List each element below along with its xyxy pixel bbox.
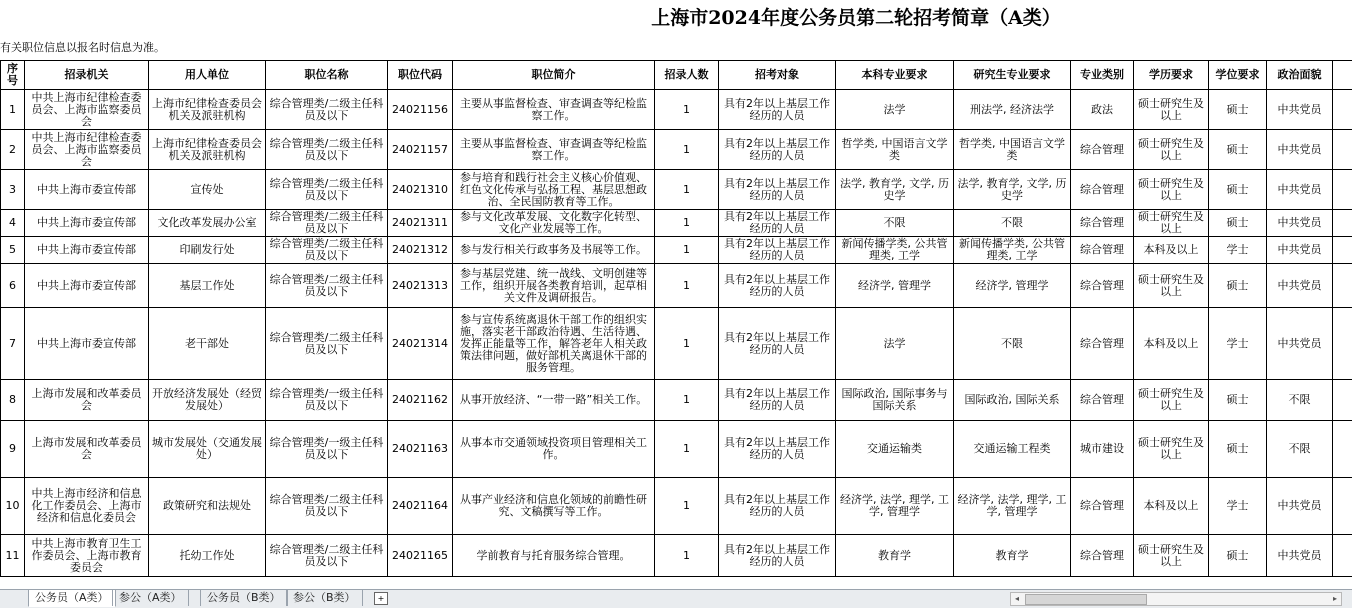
table-cell[interactable]: 中共上海市纪律检查委员会、上海市监察委员会 [25, 130, 149, 170]
column-header[interactable]: 本科专业要求 [836, 61, 954, 90]
table-cell[interactable]: 硕士研究生及以上 [1134, 90, 1209, 130]
table-cell[interactable]: 1 [655, 264, 719, 308]
table-cell[interactable]: 经济学, 管理学 [836, 264, 954, 308]
scroll-left-icon[interactable]: ◂ [1011, 593, 1023, 605]
table-cell[interactable]: 综合管理类/二级主任科员及以下 [266, 264, 388, 308]
table-cell[interactable]: 上海市纪律检查委员会机关及派驻机构 [149, 90, 266, 130]
table-cell[interactable]: 硕士研究生及以上 [1134, 210, 1209, 237]
table-cell[interactable]: 9 [1, 421, 25, 478]
table-cell[interactable]: 法学, 教育学, 文学, 历史学 [954, 170, 1071, 210]
spreadsheet-grid[interactable] [0, 60, 1352, 577]
table-cell[interactable]: 硕士 [1209, 210, 1267, 237]
table-cell[interactable]: 2 [1, 130, 25, 170]
table-cell[interactable]: 硕士研究生及以上 [1134, 170, 1209, 210]
table-cell[interactable]: 综合管理 [1071, 535, 1134, 577]
table-cell[interactable]: 参与文化改革发展、文化数字化转型、文化产业发展等工作。 [453, 210, 655, 237]
table-row [1, 308, 1352, 380]
sheet-title: 上海市2024年度公务员第二轮招考简章（A类） [0, 0, 1352, 36]
table-cell[interactable]: 从事本市交通领域投资项目管理相关工作。 [453, 421, 655, 478]
table-cell[interactable]: 中共上海市委宣传部 [25, 210, 149, 237]
table-cell[interactable]: 具有2年以上基层工作经历的人员 [719, 170, 836, 210]
table-cell[interactable]: 24021312 [388, 237, 453, 264]
table-cell[interactable]: 综合管理 [1071, 478, 1134, 535]
table-cell[interactable]: 4 [1, 210, 25, 237]
table-cell[interactable]: 硕士研究生及以上 [1134, 535, 1209, 577]
table-cell[interactable]: 8 [1, 380, 25, 421]
column-header[interactable]: 政治面貌 [1267, 61, 1333, 90]
table-cell[interactable]: 法学, 教育学, 文学, 历史学 [836, 170, 954, 210]
table-cell[interactable]: 不限 [954, 210, 1071, 237]
table-cell[interactable] [1333, 170, 1352, 210]
table-cell[interactable]: 老干部处 [149, 308, 266, 380]
table-row [1, 210, 1352, 237]
table-cell[interactable]: 硕士 [1209, 130, 1267, 170]
table-cell[interactable]: 具有2年以上基层工作经历的人员 [719, 90, 836, 130]
table-cell[interactable]: 综合管理 [1071, 237, 1134, 264]
table-cell[interactable]: 教育学 [836, 535, 954, 577]
column-header[interactable]: 专业类别 [1071, 61, 1134, 90]
table-cell[interactable]: 中共党员 [1267, 308, 1333, 380]
column-header[interactable]: 学历要求 [1134, 61, 1209, 90]
table-cell[interactable]: 硕士研究生及以上 [1134, 264, 1209, 308]
table-cell[interactable]: 参与培育和践行社会主义核心价值观、红色文化传承与弘扬工程、基层思想政治、全民国防教育等工作。 [453, 170, 655, 210]
table-cell[interactable]: 综合管理 [1071, 380, 1134, 421]
table-cell[interactable]: 经济学, 管理学 [954, 264, 1071, 308]
column-header[interactable] [1333, 61, 1352, 90]
table-cell[interactable] [1333, 380, 1352, 421]
table-cell[interactable]: 24021157 [388, 130, 453, 170]
table-cell[interactable]: 中共党员 [1267, 478, 1333, 535]
table-cell[interactable]: 综合管理 [1071, 308, 1134, 380]
table-cell[interactable]: 硕士 [1209, 90, 1267, 130]
table-cell[interactable]: 经济学, 法学, 理学, 工学, 管理学 [954, 478, 1071, 535]
column-header[interactable]: 用人单位 [149, 61, 266, 90]
table-cell[interactable]: 托幼工作处 [149, 535, 266, 577]
table-cell[interactable]: 从事产业经济和信息化领域的前瞻性研究、文稿撰写等工作。 [453, 478, 655, 535]
table-cell[interactable]: 中共党员 [1267, 237, 1333, 264]
table-cell[interactable]: 综合管理 [1071, 210, 1134, 237]
table-cell[interactable] [1333, 210, 1352, 237]
table-cell[interactable]: 1 [655, 380, 719, 421]
table-cell[interactable]: 1 [655, 237, 719, 264]
table-cell[interactable] [1333, 478, 1352, 535]
table-cell[interactable]: 24021165 [388, 535, 453, 577]
table-cell[interactable]: 24021162 [388, 380, 453, 421]
table-cell[interactable]: 政法 [1071, 90, 1134, 130]
column-header[interactable]: 招考对象 [719, 61, 836, 90]
table-cell[interactable]: 5 [1, 237, 25, 264]
table-cell[interactable]: 国际政治, 国际事务与国际关系 [836, 380, 954, 421]
scroll-right-icon[interactable]: ▸ [1329, 593, 1341, 605]
table-cell[interactable]: 学士 [1209, 478, 1267, 535]
table-cell[interactable]: 硕士 [1209, 170, 1267, 210]
column-header[interactable]: 研究生专业要求 [954, 61, 1071, 90]
table-cell[interactable]: 24021156 [388, 90, 453, 130]
table-row [1, 478, 1352, 535]
table-cell[interactable]: 中共上海市委宣传部 [25, 264, 149, 308]
table-cell[interactable]: 硕士 [1209, 421, 1267, 478]
table-cell[interactable]: 本科及以上 [1134, 237, 1209, 264]
table-cell[interactable]: 国际政治, 国际关系 [954, 380, 1071, 421]
column-header[interactable]: 学位要求 [1209, 61, 1267, 90]
table-cell[interactable]: 11 [1, 535, 25, 577]
table-cell[interactable]: 中共党员 [1267, 170, 1333, 210]
table-cell[interactable]: 上海市纪律检查委员会机关及派驻机构 [149, 130, 266, 170]
table-cell[interactable]: 印刷发行处 [149, 237, 266, 264]
table-cell[interactable]: 中共党员 [1267, 264, 1333, 308]
table-cell[interactable]: 综合管理类/二级主任科员及以下 [266, 478, 388, 535]
table-cell[interactable]: 新闻传播学类, 公共管理类, 工学 [836, 237, 954, 264]
column-header[interactable]: 序号 [1, 61, 25, 90]
table-cell[interactable]: 不限 [836, 210, 954, 237]
new-sheet-icon[interactable]: + [374, 592, 388, 605]
table-cell[interactable]: 本科及以上 [1134, 308, 1209, 380]
column-header[interactable]: 招录人数 [655, 61, 719, 90]
table-cell[interactable]: 具有2年以上基层工作经历的人员 [719, 237, 836, 264]
table-cell[interactable]: 硕士研究生及以上 [1134, 421, 1209, 478]
table-cell[interactable] [1333, 90, 1352, 130]
table-cell[interactable]: 主要从事监督检查、审查调查等纪检监察工作。 [453, 130, 655, 170]
table-cell[interactable]: 中共党员 [1267, 535, 1333, 577]
table-cell[interactable]: 哲学类, 中国语言文学类 [836, 130, 954, 170]
table-cell[interactable]: 中共上海市委宣传部 [25, 237, 149, 264]
table-cell[interactable]: 经济学, 法学, 理学, 工学, 管理学 [836, 478, 954, 535]
table-cell[interactable]: 中共上海市教育卫生工作委员会、上海市教育委员会 [25, 535, 149, 577]
table-cell[interactable]: 24021163 [388, 421, 453, 478]
table-row [1, 90, 1352, 130]
table-cell[interactable]: 24021311 [388, 210, 453, 237]
table-cell[interactable]: 综合管理类/一级主任科员及以下 [266, 380, 388, 421]
table-cell[interactable]: 综合管理类/一级主任科员及以下 [266, 421, 388, 478]
table-cell[interactable]: 具有2年以上基层工作经历的人员 [719, 264, 836, 308]
table-cell[interactable]: 综合管理类/二级主任科员及以下 [266, 170, 388, 210]
column-header[interactable]: 职位代码 [388, 61, 453, 90]
table-cell[interactable]: 1 [655, 90, 719, 130]
sheet-note: 有关职位信息以报名时信息为准。 [0, 38, 165, 58]
scroll-thumb[interactable] [1025, 594, 1147, 605]
table-cell[interactable]: 硕士 [1209, 535, 1267, 577]
table-cell[interactable]: 综合管理 [1071, 264, 1134, 308]
column-header[interactable]: 职位名称 [266, 61, 388, 90]
table-cell[interactable]: 学士 [1209, 308, 1267, 380]
table-cell[interactable]: 宣传处 [149, 170, 266, 210]
table-cell[interactable]: 文化改革发展办公室 [149, 210, 266, 237]
table-cell[interactable]: 城市建设 [1071, 421, 1134, 478]
table-cell[interactable]: 参与基层党建、统一战线、文明创建等工作，组织开展各类教育培训，起草相关文件及调研报告。 [453, 264, 655, 308]
table-cell[interactable]: 不限 [954, 308, 1071, 380]
table-cell[interactable]: 从事开放经济、“一带一路”相关工作。 [453, 380, 655, 421]
table-row [1, 237, 1352, 264]
table-cell[interactable] [1333, 237, 1352, 264]
table-cell[interactable]: 上海市发展和改革委员会 [25, 421, 149, 478]
table-cell[interactable]: 交通运输工程类 [954, 421, 1071, 478]
table-cell[interactable]: 参与宣传系统离退休干部工作的组织实施，落实老干部政治待遇、生活待遇、发挥正能量等工作，解答老年人相关政策法律问题，做好部机关离退休干部的服务管理。 [453, 308, 655, 380]
table-cell[interactable]: 综合管理类/二级主任科员及以下 [266, 90, 388, 130]
table-cell[interactable]: 不限 [1267, 380, 1333, 421]
table-cell[interactable]: 新闻传播学类, 公共管理类, 工学 [954, 237, 1071, 264]
table-cell[interactable]: 主要从事监督检查、审查调查等纪检监察工作。 [453, 90, 655, 130]
sheet-tab[interactable]: 公务员（B类） [200, 590, 288, 606]
table-cell[interactable] [1333, 264, 1352, 308]
table-cell[interactable]: 本科及以上 [1134, 478, 1209, 535]
table-cell[interactable]: 不限 [1267, 421, 1333, 478]
table-cell[interactable]: 开放经济发展处（经贸发展处） [149, 380, 266, 421]
table-cell[interactable]: 24021313 [388, 264, 453, 308]
table-cell[interactable]: 硕士 [1209, 264, 1267, 308]
table-cell[interactable]: 中共上海市委宣传部 [25, 170, 149, 210]
table-cell[interactable]: 具有2年以上基层工作经历的人员 [719, 308, 836, 380]
table-cell[interactable]: 中共党员 [1267, 90, 1333, 130]
table-row [1, 170, 1352, 210]
table-cell[interactable]: 中共上海市委宣传部 [25, 308, 149, 380]
table-cell[interactable]: 学士 [1209, 237, 1267, 264]
table-cell[interactable]: 硕士研究生及以上 [1134, 130, 1209, 170]
table-row [1, 380, 1352, 421]
header-row [1, 61, 1352, 90]
table-cell[interactable] [1333, 308, 1352, 380]
table-cell[interactable] [1333, 130, 1352, 170]
sheet-tab[interactable]: 参公（B类） [286, 590, 363, 606]
horizontal-scrollbar[interactable] [1010, 592, 1342, 606]
table-row [1, 421, 1352, 478]
table-cell[interactable]: 24021314 [388, 308, 453, 380]
table-cell[interactable]: 综合管理类/二级主任科员及以下 [266, 308, 388, 380]
table-cell[interactable]: 政策研究和法规处 [149, 478, 266, 535]
table-cell[interactable]: 1 [655, 421, 719, 478]
table-cell[interactable]: 综合管理类/二级主任科员及以下 [266, 535, 388, 577]
table-cell[interactable]: 综合管理类/二级主任科员及以下 [266, 210, 388, 237]
table-cell[interactable]: 法学 [836, 90, 954, 130]
table-cell[interactable]: 参与发行相关行政事务及书展等工作。 [453, 237, 655, 264]
table-cell[interactable]: 综合管理类/二级主任科员及以下 [266, 237, 388, 264]
table-cell[interactable]: 具有2年以上基层工作经历的人员 [719, 478, 836, 535]
table-cell[interactable]: 教育学 [954, 535, 1071, 577]
table-cell[interactable]: 24021164 [388, 478, 453, 535]
table-cell[interactable]: 学前教育与托育服务综合管理。 [453, 535, 655, 577]
table-cell[interactable]: 哲学类, 中国语言文学类 [954, 130, 1071, 170]
table-cell[interactable]: 具有2年以上基层工作经历的人员 [719, 421, 836, 478]
table-cell[interactable]: 中共上海市经济和信息化工作委员会、上海市经济和信息化委员会 [25, 478, 149, 535]
table-cell[interactable]: 10 [1, 478, 25, 535]
table-cell[interactable]: 1 [655, 210, 719, 237]
table-cell[interactable]: 法学 [836, 308, 954, 380]
table-cell[interactable]: 1 [1, 90, 25, 130]
table-cell[interactable]: 中共上海市纪律检查委员会、上海市监察委员会 [25, 90, 149, 130]
table-cell[interactable]: 硕士 [1209, 380, 1267, 421]
table-cell[interactable]: 刑法学, 经济法学 [954, 90, 1071, 130]
table-cell[interactable]: 中共党员 [1267, 210, 1333, 237]
column-header[interactable]: 职位简介 [453, 61, 655, 90]
table-cell[interactable]: 24021310 [388, 170, 453, 210]
sheet-tab[interactable]: 公务员（A类） [28, 590, 116, 607]
table-cell[interactable]: 7 [1, 308, 25, 380]
column-header[interactable]: 招录机关 [25, 61, 149, 90]
table-cell[interactable]: 交通运输类 [836, 421, 954, 478]
table-cell[interactable]: 具有2年以上基层工作经历的人员 [719, 210, 836, 237]
table-cell[interactable]: 3 [1, 170, 25, 210]
table-cell[interactable]: 中共党员 [1267, 130, 1333, 170]
table-cell[interactable]: 城市发展处（交通发展处） [149, 421, 266, 478]
table-cell[interactable]: 上海市发展和改革委员会 [25, 380, 149, 421]
table-cell[interactable]: 6 [1, 264, 25, 308]
table-cell[interactable]: 基层工作处 [149, 264, 266, 308]
table-cell[interactable]: 具有2年以上基层工作经历的人员 [719, 130, 836, 170]
table-cell[interactable]: 综合管理 [1071, 170, 1134, 210]
table-cell[interactable]: 1 [655, 308, 719, 380]
table-row [1, 264, 1352, 308]
table-cell[interactable]: 1 [655, 478, 719, 535]
table-row [1, 130, 1352, 170]
table-cell[interactable]: 1 [655, 535, 719, 577]
table-cell[interactable] [1333, 535, 1352, 577]
table-cell[interactable]: 1 [655, 170, 719, 210]
table-cell[interactable]: 具有2年以上基层工作经历的人员 [719, 535, 836, 577]
sheet-tab[interactable]: 参公（A类） [112, 590, 189, 606]
table-cell[interactable]: 综合管理 [1071, 130, 1134, 170]
table-cell[interactable]: 综合管理类/二级主任科员及以下 [266, 130, 388, 170]
table-row [1, 535, 1352, 577]
table-cell[interactable]: 1 [655, 130, 719, 170]
table-cell[interactable] [1333, 421, 1352, 478]
table-cell[interactable]: 具有2年以上基层工作经历的人员 [719, 380, 836, 421]
sheet-tab-bar [0, 589, 1352, 608]
table-cell[interactable]: 硕士研究生及以上 [1134, 380, 1209, 421]
